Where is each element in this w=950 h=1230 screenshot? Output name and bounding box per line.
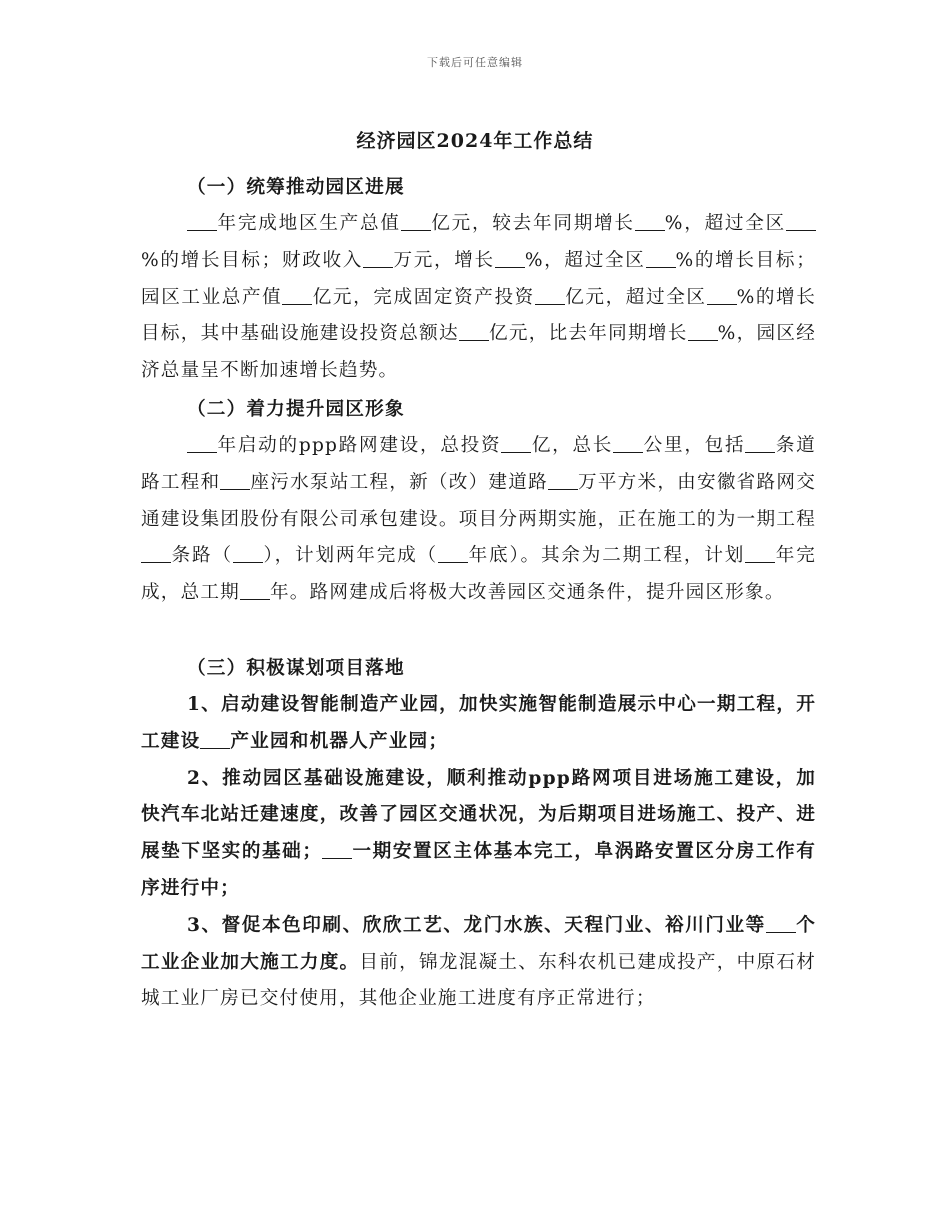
section-3 <box>141 651 816 1018</box>
blank-line <box>646 248 676 268</box>
item-body: 目前，锦龙混凝土、东科农机已建成投产，中原石材城工业厂房已交付使用，其他企业施工进度有序正常进行； <box>141 951 816 1010</box>
text-segment: %，园区经济总量呈不断加速增长趋势。 <box>141 323 816 382</box>
text-segment: 1、启动建设智能制造产业园，加快实施智能制造展示中心一期工程，开工建设 <box>141 694 816 752</box>
blank-line <box>548 470 578 490</box>
section-2 <box>141 392 816 612</box>
text-segment: 年。路网建成后将极大改善园区交通条件，提升园区形象。 <box>269 582 785 604</box>
text-segment: %的增长目标，其中基础设施建设投资总额达 <box>141 286 817 345</box>
text-segment: 公里，包括 <box>643 435 746 456</box>
list-item <box>141 908 816 1018</box>
section-1 <box>141 170 816 390</box>
list-item <box>141 761 816 908</box>
text-segment: 亿元，超过全区 <box>564 286 707 308</box>
page-title: 经济园区2024年工作总结 <box>356 130 594 152</box>
text-segment: %，超过全区 <box>664 213 786 234</box>
item-lead-cont: 个工业企业加大施工力度。 <box>141 914 816 973</box>
blank-line <box>240 581 270 601</box>
text-segment: 年完成地区生产总值 <box>217 213 401 234</box>
text-segment: ），计划两年完成（ <box>262 545 438 567</box>
blank-line <box>438 544 468 564</box>
paragraph <box>141 206 816 390</box>
blank-line <box>200 729 230 749</box>
text-segment: 产业园和机器人产业园； <box>230 730 449 752</box>
blank-line <box>495 248 525 268</box>
text-segment: 座污水泵站工程，新（改）建道路 <box>250 471 548 493</box>
blank-line <box>501 433 531 453</box>
text-segment: 一期安置区主体基本完工，阜涡路安置区分房工作有序进行中； <box>141 841 816 899</box>
blank-line <box>187 211 217 231</box>
blank-line <box>535 285 565 305</box>
blank-line <box>613 433 643 453</box>
section-heading: （三）积极谋划项目落地 <box>187 658 405 679</box>
blank-line <box>766 913 796 933</box>
blank-line <box>233 544 263 564</box>
text-segment: 年完成，总工期 <box>141 545 816 604</box>
paragraph <box>141 428 816 612</box>
text-segment: 年启动的ppp路网建设，总投资 <box>217 435 502 456</box>
text-segment: %，超过全区 <box>524 249 646 271</box>
text-segment: 亿元，较去年同期增长 <box>430 213 635 234</box>
text-segment: 亿元，比去年同期增长 <box>488 323 688 345</box>
text-segment: 万元，增长 <box>393 249 495 271</box>
blank-line <box>322 840 352 860</box>
text-segment: %的增长目标；园区工业总产值 <box>141 249 816 308</box>
text-segment: 条路（ <box>171 545 233 567</box>
blank-line <box>220 470 250 490</box>
blank-line <box>401 211 431 231</box>
header-watermark: 下载后可任意编辑 <box>427 56 523 69</box>
text-segment: 万平方米，由安徽省路网交通建设集团股份有限公司承包建设。项目分两期实施，正在施工的为一期工程 <box>141 471 816 530</box>
blank-line <box>187 433 217 453</box>
section-heading: （一）统筹推动园区进展 <box>187 177 405 198</box>
blank-line <box>688 322 718 342</box>
blank-line <box>459 322 489 342</box>
text-segment: %的增长目标；财政收入 <box>141 249 364 271</box>
item-lead: 3、督促本色印刷、欣欣工艺、龙门水族、天程门业、裕川门业等 <box>187 914 766 936</box>
blank-line <box>635 211 665 231</box>
blank-line <box>363 248 393 268</box>
blank-line <box>786 211 816 231</box>
text-segment: 亿元，完成固定资产投资 <box>312 286 535 308</box>
blank-line <box>745 544 775 564</box>
blank-line <box>745 433 775 453</box>
text-segment: 亿，总长 <box>531 435 614 456</box>
blank-line <box>282 285 312 305</box>
text-segment: 年底）。其余为二期工程，计划 <box>467 545 746 567</box>
section-heading: （二）着力提升园区形象 <box>187 399 405 420</box>
text-segment: 条道路工程和 <box>141 435 816 493</box>
text-segment: 2、推动园区基础设施建设，顺利推动ppp路网项目进场施工建设，加快汽车北站迁建速度，改善了园区交通状况，为后期项目进场施工、投产、进展垫下坚实的基础； <box>141 767 816 863</box>
blank-line <box>141 544 171 564</box>
blank-line <box>707 285 737 305</box>
list-item <box>141 687 816 761</box>
